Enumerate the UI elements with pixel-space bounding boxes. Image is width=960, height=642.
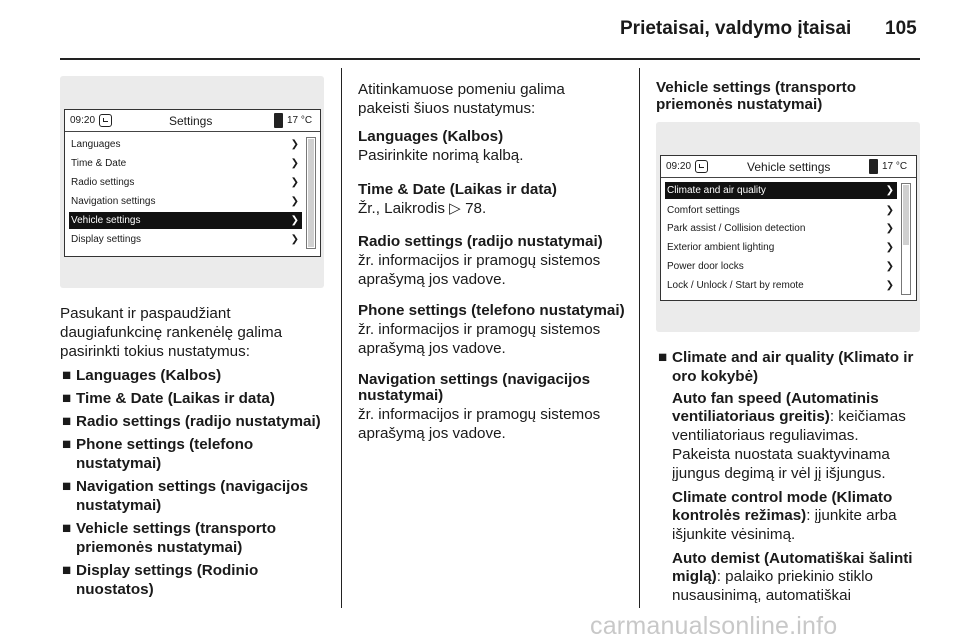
chevron-right-icon: ❯	[885, 185, 894, 196]
fan-speed-line-2	[672, 407, 906, 426]
phone-settings-heading: Phone settings (telefono nustatymai)	[358, 302, 625, 319]
temperature: 17 °C	[287, 115, 313, 126]
bullet-square-icon: ■	[62, 520, 72, 537]
bullet-square-icon: ■	[62, 436, 72, 453]
settings-screen	[64, 109, 321, 257]
chevron-right-icon: ❯	[885, 223, 894, 234]
screen-title: Vehicle settings	[747, 160, 831, 174]
bullet-text-line-1: Display settings (Rodinio	[76, 562, 259, 579]
auto-demist-text-line-2: nusausinimą, automatiškai	[672, 587, 851, 604]
phone-icon	[274, 113, 283, 128]
chevron-right-icon: ❯	[290, 139, 299, 150]
time-date-text	[358, 199, 486, 218]
page-number: 105	[885, 18, 917, 39]
auto-demist-heading-line-1: Auto demist (Automatiškai šalinti	[672, 550, 913, 567]
bullet-text-line-2: oro kokybė)	[672, 368, 759, 385]
languages-text: Pasirinkite norimą kalbą.	[358, 147, 524, 164]
menu-item-climate-air-quality[interactable]	[665, 182, 897, 199]
menu-item-label: Park assist / Collision detection	[667, 223, 806, 234]
screen-title: Settings	[169, 114, 213, 128]
chevron-right-icon: ❯	[885, 261, 894, 272]
page-ref-arrow-icon: ▷	[449, 200, 461, 217]
navigation-text-line-1: žr. informacijos ir pramogų sistemos	[358, 406, 601, 423]
vehicle-settings-screen-figure	[656, 122, 920, 332]
menu-item-display-settings[interactable]	[69, 231, 302, 248]
phone-text-line-2: aprašymą jos vadove.	[358, 340, 506, 357]
bullet-text-line-2: priemonės nustatymai)	[76, 539, 243, 556]
bullet-text-line-2: nuostatos)	[76, 581, 154, 598]
bullet-square-icon: ■	[62, 413, 72, 430]
settings-screen-figure	[60, 76, 324, 288]
languages-heading: Languages (Kalbos)	[358, 128, 504, 145]
fan-speed-heading-line-1: Auto fan speed (Automatinis	[672, 390, 879, 407]
time-date-text-label: Žr., Laikrodis	[358, 200, 445, 217]
intro-line-1: Pasukant ir paspaudžiant	[60, 305, 231, 322]
chevron-right-icon: ❯	[290, 215, 299, 226]
scrollbar[interactable]	[306, 137, 316, 249]
menu-item-radio-settings[interactable]	[69, 174, 302, 191]
menu-item-label: Time & Date	[71, 158, 127, 169]
watermark: carmanualsonline.info	[590, 612, 838, 640]
column-divider-2	[639, 68, 640, 608]
bullet-square-icon: ■	[658, 349, 668, 366]
navigation-heading-line-2: nustatymai)	[358, 387, 444, 404]
chevron-right-icon: ❯	[290, 196, 299, 207]
page-header-title: Prietaisai, valdymo įtaisai	[620, 18, 852, 39]
bullet-text: Radio settings (radijo nustatymai)	[76, 413, 321, 430]
auto-demist-heading-line-2: miglą)	[672, 568, 717, 585]
navigation-text-line-2: aprašymą jos vadove.	[358, 425, 506, 442]
fan-speed-text-line-3: Pakeista nuostata suaktyvinama	[672, 446, 890, 463]
bullet-square-icon: ■	[62, 390, 72, 407]
bullet-text-line-1: Phone settings (telefono	[76, 436, 254, 453]
clock-icon	[99, 114, 112, 127]
climate-mode-heading-line-1: Climate control mode (Klimato	[672, 489, 893, 506]
menu-item-time-date[interactable]	[69, 155, 302, 172]
chevron-right-icon: ❯	[885, 280, 894, 291]
vehicle-settings-screen	[660, 155, 917, 301]
menu-item-label: Radio settings	[71, 177, 135, 188]
auto-demist-text-line-1: : palaiko priekinio stiklo	[716, 568, 873, 585]
clock-time: 09:20	[70, 115, 96, 126]
bullet-text-line-1: Vehicle settings (transporto	[76, 520, 277, 537]
bullet-text-line-2: nustatymai)	[76, 455, 162, 472]
menu-item-label: Display settings	[71, 234, 142, 245]
scrollbar-thumb[interactable]	[308, 139, 314, 247]
menu-item-label: Power door locks	[667, 261, 744, 272]
bullet-square-icon: ■	[62, 562, 72, 579]
clock-time: 09:20	[666, 161, 692, 172]
intro-line-2: daugiafunkcinę rankenėlę galima	[60, 324, 283, 341]
phone-text-line-1: žr. informacijos ir pramogų sistemos	[358, 321, 601, 338]
bullet-text: Languages (Kalbos)	[76, 367, 222, 384]
menu-item-power-door-locks[interactable]	[665, 258, 897, 275]
screen-status-bar	[65, 110, 320, 132]
chevron-right-icon: ❯	[885, 242, 894, 253]
chevron-right-icon: ❯	[885, 205, 894, 216]
radio-text-line-2: aprašymą jos vadove.	[358, 271, 506, 288]
header-rule	[60, 58, 920, 60]
scrollbar-thumb[interactable]	[903, 185, 909, 245]
vehicle-settings-heading-line-2: priemonės nustatymai)	[656, 96, 823, 113]
auto-demist-line-2	[672, 567, 873, 586]
climate-mode-heading-line-2: kontrolės režimas)	[672, 507, 807, 524]
chevron-right-icon: ❯	[290, 158, 299, 169]
fan-speed-heading-line-2: ventiliatoriaus greitis)	[672, 408, 830, 425]
column-divider-1	[341, 68, 342, 608]
radio-settings-heading: Radio settings (radijo nustatymai)	[358, 233, 603, 250]
time-date-page-ref[interactable]: 78.	[465, 200, 487, 217]
menu-item-label: Languages	[71, 139, 121, 150]
clock-icon	[695, 160, 708, 173]
fan-speed-text-line-2: ventiliatoriaus reguliavimas.	[672, 427, 859, 444]
menu-item-navigation-settings[interactable]	[69, 193, 302, 210]
menu-item-label: Navigation settings	[71, 196, 156, 207]
bullet-text: Time & Date (Laikas ir data)	[76, 390, 275, 407]
menu-item-label: Climate and air quality	[667, 185, 766, 196]
chevron-right-icon: ❯	[290, 234, 299, 245]
bullet-text-line-1: Navigation settings (navigacijos	[76, 478, 309, 495]
menu-item-comfort-settings[interactable]	[665, 202, 897, 219]
bullet-square-icon: ■	[62, 478, 72, 495]
menu-item-park-assist[interactable]	[665, 220, 897, 237]
menu-item-vehicle-settings[interactable]	[69, 212, 302, 229]
col2-intro-line-2: pakeisti šiuos nustatymus:	[358, 100, 536, 117]
menu-item-label: Comfort settings	[667, 205, 740, 216]
vehicle-settings-heading-line-1: Vehicle settings (transporto	[656, 79, 857, 96]
phone-icon	[869, 159, 878, 174]
climate-mode-text-line-1: : įjunkite arba	[806, 507, 897, 524]
climate-mode-line-2	[672, 506, 897, 525]
menu-item-lock-unlock-start[interactable]	[665, 277, 897, 294]
fan-speed-text-line-4: įjungus degimą ir vėl jį išjungus.	[672, 465, 886, 482]
temperature: 17 °C	[882, 161, 908, 172]
fan-speed-text-line-1: : keičiamas	[829, 408, 906, 425]
navigation-heading-line-1: Navigation settings (navigacijos	[358, 371, 591, 388]
screen-status-bar	[661, 156, 916, 178]
bullet-square-icon: ■	[62, 367, 72, 384]
intro-line-3: pasirinkti tokius nustatymus:	[60, 343, 250, 360]
menu-item-label: Lock / Unlock / Start by remote	[667, 280, 804, 291]
menu-item-label: Vehicle settings	[71, 215, 141, 226]
climate-mode-text-line-2: išjunkite vėsinimą.	[672, 526, 796, 543]
menu-item-label: Exterior ambient lighting	[667, 242, 775, 253]
menu-item-exterior-ambient-lighting[interactable]	[665, 239, 897, 256]
time-date-heading: Time & Date (Laikas ir data)	[358, 181, 557, 198]
menu-item-languages[interactable]	[69, 136, 302, 153]
bullet-text-line-1: Climate and air quality (Klimato ir	[672, 349, 914, 366]
scrollbar[interactable]	[901, 183, 911, 295]
chevron-right-icon: ❯	[290, 177, 299, 188]
col2-intro-line-1: Atitinkamuose pomeniu galima	[358, 81, 565, 98]
radio-text-line-1: žr. informacijos ir pramogų sistemos	[358, 252, 601, 269]
bullet-text-line-2: nustatymai)	[76, 497, 162, 514]
